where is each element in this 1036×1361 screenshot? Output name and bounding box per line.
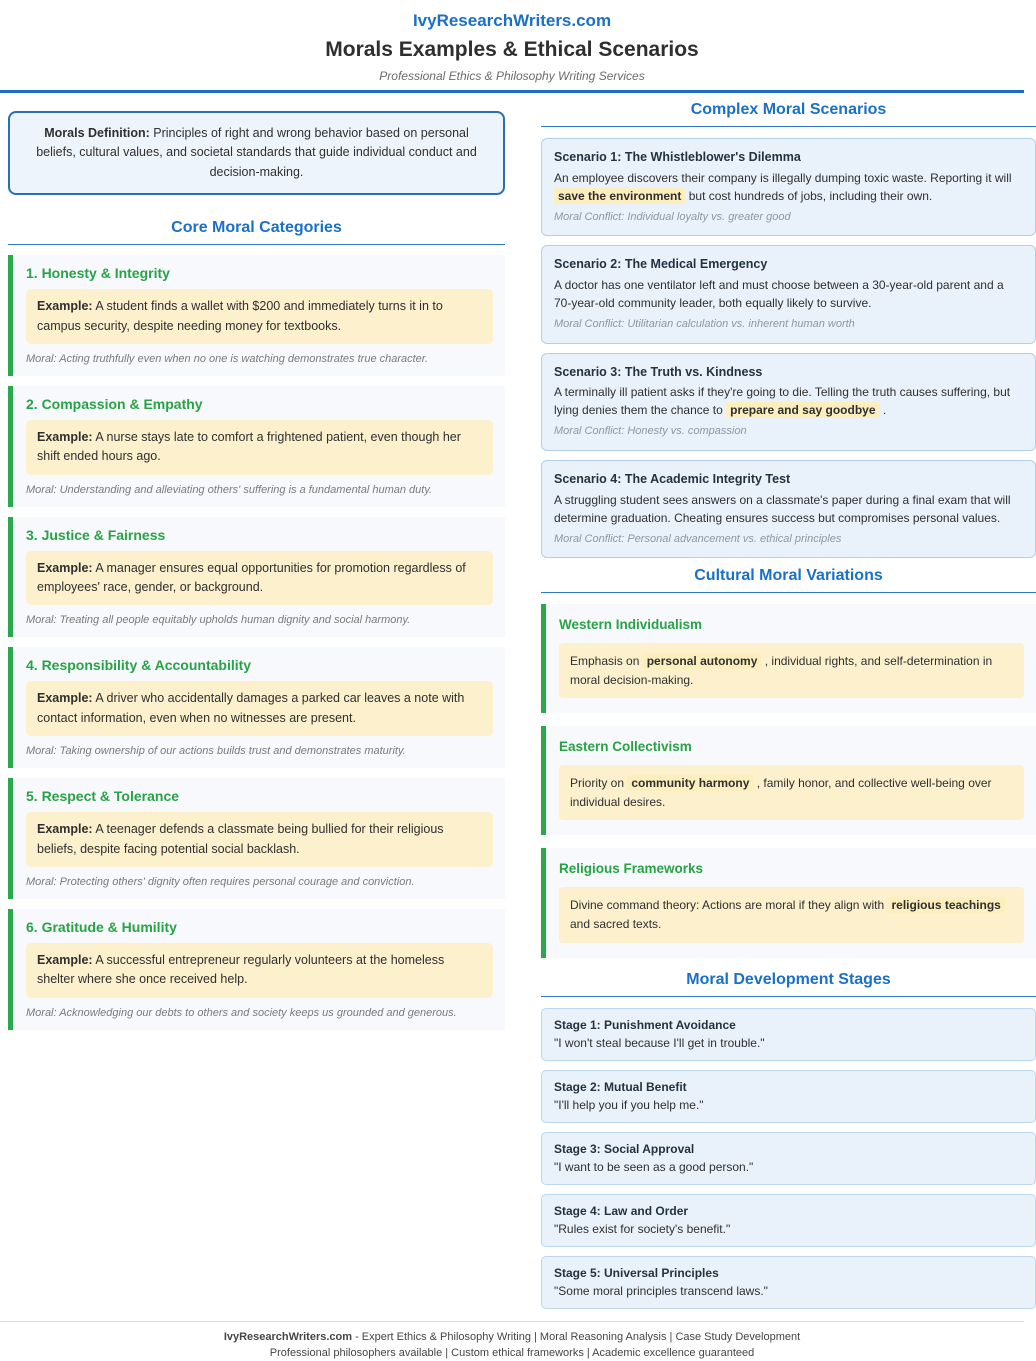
morals-definition-box (8, 111, 505, 195)
highlight-text: religious teachings (887, 897, 1004, 913)
cultural-text-before: Divine command theory: Actions are moral if they align with (570, 898, 884, 912)
core-categories-heading: Core Moral Categories (8, 219, 505, 245)
example-label: Example: (37, 561, 93, 575)
stage-title: Stage 3: Social Approval (554, 1140, 1023, 1158)
moral-note: Moral: Acting truthfully even when no one is watching demonstrates true character. (26, 353, 493, 365)
example-text: A teenager defends a classmate being bullied for their religious beliefs, despite facing potential social backlash. (37, 822, 444, 855)
stage-quote: "I won't steal because I'll get in trouble." (554, 1034, 1023, 1052)
scenario-text: A terminally ill patient asks if they're going to die. Telling the truth causes suffering, but lying denies them the chance to (554, 385, 1010, 417)
stage-title: Stage 5: Universal Principles (554, 1264, 1023, 1282)
category-card-justice (8, 517, 505, 638)
footer-services: - Expert Ethics & Philosophy Writing | Moral Reasoning Analysis | Case Study Development (355, 1331, 800, 1343)
scenario-text: An employee discovers their company is illegally dumping toxic waste. Reporting it will (554, 171, 1012, 185)
right-column (541, 93, 1036, 1318)
scenario-academic-integrity (541, 460, 1036, 558)
example-label: Example: (37, 299, 93, 313)
cultural-text-after: , individual rights, and self-determination in moral decision-making. (570, 654, 992, 687)
category-title: 3. Justice & Fairness (26, 527, 493, 543)
definition-label: Morals Definition: (44, 126, 150, 140)
scenario-title: Scenario 4: The Academic Integrity Test (554, 470, 1023, 489)
cultural-heading: Cultural Moral Variations (541, 567, 1036, 593)
footer-brand: IvyResearchWriters.com (224, 1331, 352, 1343)
example-text: A manager ensures equal opportunities for promotion regardless of employees' race, gender, or background. (37, 561, 466, 594)
definition-text: Principles of right and wrong behavior based on personal beliefs, cultural values, and societal standards that guide individual conduct and decision-making. (36, 126, 477, 179)
left-column (8, 93, 505, 1040)
example-box (26, 551, 493, 606)
cultural-title: Religious Frameworks (559, 861, 1024, 876)
stage-title: Stage 1: Punishment Avoidance (554, 1016, 1023, 1034)
scenario-text: but cost hundreds of jobs, including their own. (689, 189, 932, 203)
cultural-title: Western Individualism (559, 617, 1024, 632)
stage-quote: "Rules exist for society's benefit." (554, 1220, 1023, 1238)
page-title: Morals Examples & Ethical Scenarios (0, 38, 1024, 62)
footer-line-2: Professional philosophers available | Custom ethical frameworks | Academic excellence guaranteed (0, 1346, 1024, 1361)
example-text: A driver who accidentally damages a parked car leaves a note with contact information, even when no witnesses are present. (37, 691, 464, 724)
example-label: Example: (37, 822, 93, 836)
page-footer (0, 1321, 1024, 1361)
stage-universal-principles (541, 1256, 1036, 1309)
page-subtitle: Professional Ethics & Philosophy Writing Services (0, 69, 1024, 83)
cultural-text-after: and sacred texts. (570, 917, 661, 931)
moral-conflict-note: Moral Conflict: Honesty vs. compassion (554, 423, 1023, 440)
stage-title: Stage 4: Law and Order (554, 1202, 1023, 1220)
stage-quote: "I'll help you if you help me." (554, 1096, 1023, 1114)
category-title: 4. Responsibility & Accountability (26, 657, 493, 673)
scenario-body (554, 383, 1023, 419)
moral-note: Moral: Understanding and alleviating others' suffering is a fundamental human duty. (26, 484, 493, 496)
stage-mutual-benefit (541, 1070, 1036, 1123)
stage-quote: "I want to be seen as a good person." (554, 1158, 1023, 1176)
category-card-gratitude (8, 909, 505, 1030)
stage-quote: "Some moral principles transcend laws." (554, 1282, 1023, 1300)
example-box (26, 943, 493, 998)
moral-note: Moral: Acknowledging our debts to others and society keeps us grounded and generous. (26, 1007, 493, 1019)
scenario-body (554, 491, 1023, 527)
cultural-card-eastern (541, 726, 1036, 835)
scenario-text: A doctor has one ventilator left and must choose between a 30-year-old parent and a 70-year-old community leader, both equally likely to survive. (554, 278, 1004, 310)
cultural-card-religious (541, 848, 1036, 957)
main-content (0, 93, 1024, 1318)
example-label: Example: (37, 691, 93, 705)
scenarios-heading: Complex Moral Scenarios (541, 101, 1036, 127)
cultural-card-western (541, 604, 1036, 713)
cultural-text (559, 765, 1024, 820)
moral-conflict-note: Moral Conflict: Personal advancement vs. ethical principles (554, 531, 1023, 548)
example-box (26, 681, 493, 736)
stage-law-and-order (541, 1194, 1036, 1247)
example-label: Example: (37, 430, 93, 444)
moral-note: Moral: Protecting others' dignity often requires personal courage and conviction. (26, 876, 493, 888)
example-text: A student finds a wallet with $200 and immediately turns it in to campus security, despite needing money for textbooks. (37, 299, 443, 332)
cultural-text (559, 887, 1024, 942)
scenario-title: Scenario 3: The Truth vs. Kindness (554, 363, 1023, 382)
highlight-text: prepare and say goodbye (726, 402, 879, 418)
footer-line-1 (0, 1330, 1024, 1346)
cultural-text-before: Emphasis on (570, 654, 639, 668)
scenario-whistleblower (541, 138, 1036, 236)
category-title: 5. Respect & Tolerance (26, 788, 493, 804)
scenario-truth-vs-kindness (541, 353, 1036, 451)
scenario-text: . (883, 403, 886, 417)
category-title: 2. Compassion & Empathy (26, 396, 493, 412)
scenario-title: Scenario 2: The Medical Emergency (554, 255, 1023, 274)
stages-heading: Moral Development Stages (541, 971, 1036, 997)
example-box (26, 289, 493, 344)
moral-conflict-note: Moral Conflict: Individual loyalty vs. greater good (554, 209, 1023, 226)
highlight-text: save the environment (554, 188, 685, 204)
category-card-compassion (8, 386, 505, 507)
cultural-text-after: , family honor, and collective well-being over individual desires. (570, 776, 992, 809)
scenario-body (554, 276, 1023, 312)
example-box (26, 420, 493, 475)
cultural-text (559, 643, 1024, 698)
example-label: Example: (37, 953, 93, 967)
highlight-text: personal autonomy (643, 653, 762, 669)
category-card-respect (8, 778, 505, 899)
category-card-honesty (8, 255, 505, 376)
scenario-text: A struggling student sees answers on a classmate's paper during a final exam that will determine graduation. Cheating ensures success but compromises personal values. (554, 493, 1011, 525)
cultural-text-before: Priority on (570, 776, 624, 790)
site-title: IvyResearchWriters.com (0, 11, 1024, 31)
example-box (26, 812, 493, 867)
category-card-responsibility (8, 647, 505, 768)
moral-note: Moral: Treating all people equitably upholds human dignity and social harmony. (26, 614, 493, 626)
moral-note: Moral: Taking ownership of our actions builds trust and demonstrates maturity. (26, 745, 493, 757)
moral-conflict-note: Moral Conflict: Utilitarian calculation vs. inherent human worth (554, 316, 1023, 333)
cultural-title: Eastern Collectivism (559, 739, 1024, 754)
stage-social-approval (541, 1132, 1036, 1185)
example-text: A nurse stays late to comfort a frightened patient, even though her shift ended hours ago. (37, 430, 461, 463)
highlight-text: community harmony (627, 775, 753, 791)
stage-title: Stage 2: Mutual Benefit (554, 1078, 1023, 1096)
example-text: A successful entrepreneur regularly volunteers at the homeless shelter where she once received help. (37, 953, 444, 986)
scenario-title: Scenario 1: The Whistleblower's Dilemma (554, 148, 1023, 167)
scenario-medical-emergency (541, 245, 1036, 343)
category-title: 1. Honesty & Integrity (26, 265, 493, 281)
scenario-body (554, 169, 1023, 205)
category-title: 6. Gratitude & Humility (26, 919, 493, 935)
stage-punishment-avoidance (541, 1008, 1036, 1061)
page-header (0, 0, 1024, 93)
